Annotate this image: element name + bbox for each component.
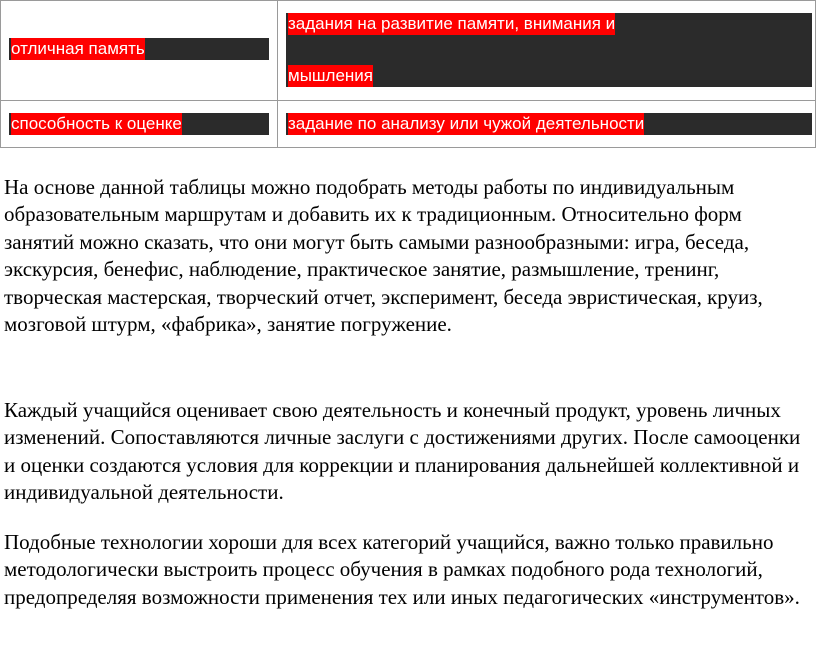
table-cell-task — [278, 1, 816, 101]
paragraph-forms: На основе данной таблицы можно подобрать методы работы по индивидуальным образовательным маршрутам и добавить их к традиционным. Относительно форм занятий можно сказать, что они могут быть самыми разнообразными: игра, беседа, экскурсия, бенефис, наблюдение, практическое занятие, размышление, тренинг, творческая мастерская, творческий отчет, эксперимент, беседа эвристическая, круиз, мозговой штурм, «фабрика», занятие погружение. — [4, 175, 763, 337]
table-row — [1, 101, 816, 148]
quality-label: отличная память — [11, 39, 145, 58]
highlighted-text — [286, 113, 812, 135]
quality-label: способность к оценке — [11, 114, 182, 133]
table-cell-quality — [1, 1, 278, 101]
table-cell-task — [278, 101, 816, 148]
task-label-line1: задание по анализу или чужой деятельности — [288, 114, 645, 133]
paragraph-technologies: Подобные технологии хороши для всех категорий учащийся, важно только правильно методологически выстроить процесс обучения в рамках подобного рода технологий, предопределяя возможности применения тех или иных педагогических «инструментов». — [4, 530, 800, 609]
task-label-line2: мышления — [288, 66, 374, 85]
methods-table — [0, 0, 816, 148]
paragraph-evaluation: Каждый учащийся оценивает свою деятельность и конечный продукт, уровень личных изменений. Сопоставляются личные заслуги с достижениями других. После самооценки и оценки создаются условия для коррекции и планирования дальнейшей коллективной и индивидуальной деятельности. — [4, 398, 801, 505]
highlighted-text — [9, 38, 269, 60]
highlighted-text — [286, 13, 812, 87]
task-label-line1: задания на развитие памяти, внимания и — [288, 14, 616, 33]
highlighted-text — [9, 113, 269, 135]
table-cell-quality — [1, 101, 278, 148]
table-row — [1, 1, 816, 101]
